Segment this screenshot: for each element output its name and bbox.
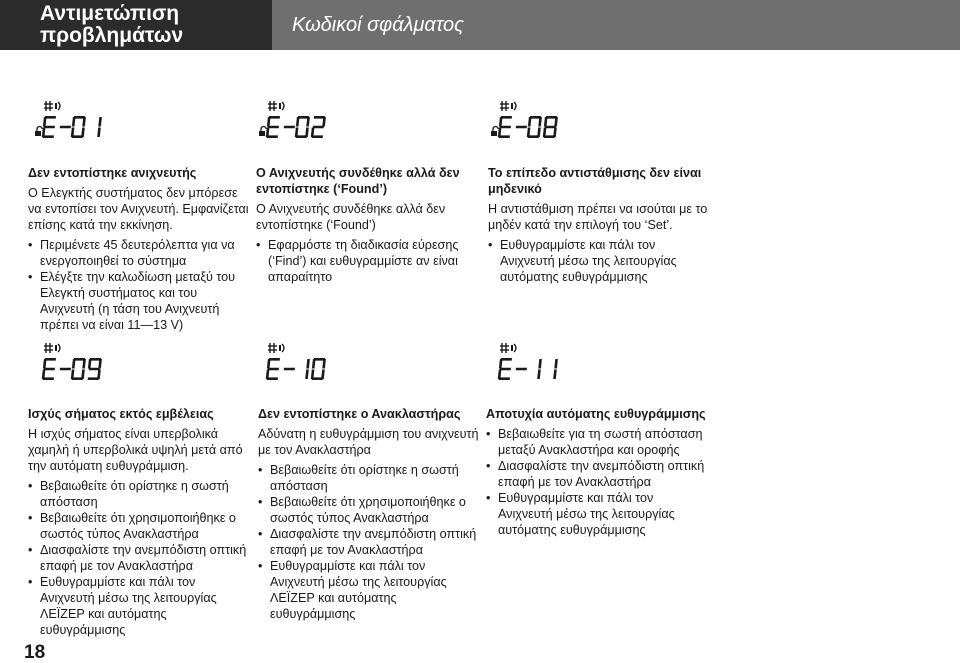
hash-signal-icon — [268, 101, 284, 111]
error-description: Ο Ελεγκτής συστήματος δεν μπόρεσε να εντοπίσει τον Ανιχνευτή. Εμφανίζεται επίσης κατά την εκκίνηση. — [28, 186, 249, 232]
error-card-e09 — [28, 406, 250, 638]
lcd-display-e02 — [258, 98, 408, 146]
error-bullet: • Ευθυγραμμίστε και πάλι τον Ανιχνευτή μέσω της λειτουργίας ΛΕΪΖΕΡ και αυτόματης ευθυγράμμισης — [28, 574, 250, 638]
error-description: Ο Ανιχνευτής συνδέθηκε αλλά δεν εντοπίστηκε (‘Found’) — [256, 202, 446, 232]
error-bullet: • Βεβαιωθείτε για τη σωστή απόσταση μεταξύ Ανακλαστήρα και οροφής — [486, 426, 708, 458]
error-description: Η αντιστάθμιση πρέπει να ισούται με το μηδέν κατά την επιλογή του ‘Set’. — [488, 202, 708, 232]
lcd-code-digits — [266, 358, 326, 380]
hash-signal-icon — [268, 343, 284, 353]
lcd-display-e11 — [490, 340, 640, 388]
lcd-digit-0 — [295, 116, 310, 138]
lcd-digit-E — [266, 116, 280, 138]
lcd-display-e01 — [34, 98, 184, 146]
lcd-display-e09 — [34, 340, 184, 388]
lcd-dash-glyph — [284, 368, 295, 371]
page-title: Κωδικοί σφάλματος — [292, 14, 464, 36]
lcd-code-digits — [42, 116, 102, 138]
lcd-digit-0 — [71, 116, 86, 138]
error-title: Δεν εντοπίστηκε ο Ανακλαστήρας — [258, 407, 461, 421]
error-title: Ο Ανιχνευτής συνδέθηκε αλλά δεν εντοπίστηκε (‘Found’) — [256, 166, 460, 196]
error-title: Ισχύς σήματος εκτός εμβέλειας — [28, 407, 214, 421]
error-bullet: • Διασφαλίστε την ανεμπόδιστη οπτική επαφή με τον Ανακλαστήρα — [28, 542, 250, 574]
error-bullet-list — [28, 237, 250, 333]
error-card-e11 — [486, 406, 708, 538]
lock-open-icon — [259, 127, 266, 137]
lcd-digit-E — [266, 358, 280, 380]
hash-signal-icon — [500, 343, 516, 353]
error-bullet: • Ευθυγραμμίστε και πάλι τον Ανιχνευτή μέσω της λειτουργίας αυτόματης ευθυγράμμισης — [486, 490, 708, 538]
lcd-dash-glyph — [516, 126, 527, 129]
lcd-digit-0 — [71, 358, 86, 380]
lcd-code-digits — [498, 358, 558, 380]
hash-signal-icon — [44, 343, 60, 353]
lcd-digit-8 — [543, 116, 558, 138]
error-bullet-list — [488, 237, 710, 285]
lcd-digit-E — [498, 358, 512, 380]
lcd-digit-9 — [87, 358, 102, 380]
lcd-display-e10 — [258, 340, 408, 388]
error-bullet-list — [258, 462, 480, 622]
error-bullet: • Βεβαιωθείτε ότι ορίστηκε η σωστή απόσταση — [28, 478, 250, 510]
lcd-code-digits — [498, 116, 558, 138]
section-title-line-2: προβλημάτων — [40, 24, 184, 47]
error-title: Αποτυχία αυτόματης ευθυγράμμισης — [486, 407, 706, 421]
lock-open-icon — [35, 127, 42, 137]
section-title-line-1: Αντιμετώπιση — [40, 2, 180, 25]
lcd-code-digits — [42, 358, 102, 380]
lcd-digit-1 — [553, 359, 558, 379]
lcd-digit-1 — [97, 117, 102, 137]
error-bullet: • Βεβαιωθείτε ότι χρησιμοποιήθηκε ο σωστός τύπος Ανακλαστήρα — [258, 494, 480, 526]
header-bar — [0, 0, 960, 50]
error-description: Η ισχύς σήματος είναι υπερβολικά χαμηλή ή υπερβολικά υψηλή μετά από την αυτόματη ευθυγράμμιση. — [28, 427, 243, 473]
error-bullet: • Ελέγξτε την καλωδίωση μεταξύ του Ελεγκτή συστήματος και του Ανιχνευτή (η τάση του Ανιχνευτή πρέπει να είναι 11—13 V) — [28, 269, 250, 333]
error-description: Αδύνατη η ευθυγράμμιση του ανιχνευτή με τον Ανακλαστήρα — [258, 427, 479, 457]
error-bullet: • Διασφαλίστε την ανεμπόδιστη οπτική επαφή με τον Ανακλαστήρα — [258, 526, 480, 558]
lcd-dash-glyph — [516, 368, 527, 371]
error-bullet: • Βεβαιωθείτε ότι ορίστηκε η σωστή απόσταση — [258, 462, 480, 494]
page-number: 18 — [24, 642, 46, 663]
error-bullet: • Ευθυγραμμίστε και πάλι τον Ανιχνευτή μέσω της λειτουργίας ΛΕΪΖΕΡ και αυτόματης ευθυγράμμισης — [258, 558, 480, 622]
error-card-e08 — [488, 165, 710, 285]
error-bullet: • Περιμένετε 45 δευτερόλεπτα για να ενεργοποιηθεί το σύστημα — [28, 237, 250, 269]
lcd-digit-1 — [305, 359, 310, 379]
lcd-digit-1 — [537, 359, 542, 379]
lcd-digit-E — [498, 116, 512, 138]
error-card-e10 — [258, 406, 480, 622]
error-card-e01 — [28, 165, 250, 333]
error-bullet: • Εφαρμόστε τη διαδικασία εύρεσης (‘Find’) και ευθυγραμμίστε αν είναι απαραίτητο — [256, 237, 478, 285]
error-bullet-list — [28, 478, 250, 638]
error-bullet-list — [256, 237, 478, 285]
error-bullet: • Ευθυγραμμίστε και πάλι τον Ανιχνευτή μέσω της λειτουργίας αυτόματης ευθυγράμμισης — [488, 237, 710, 285]
lcd-digit-E — [42, 358, 56, 380]
lcd-digit-2 — [311, 116, 326, 138]
lcd-digit-E — [42, 116, 56, 138]
lcd-dash-glyph — [60, 368, 71, 371]
error-title: Δεν εντοπίστηκε ανιχνευτής — [28, 166, 197, 180]
lock-open-icon — [491, 127, 498, 137]
error-bullet-list — [486, 426, 708, 538]
lcd-code-digits — [266, 116, 326, 138]
error-card-e02 — [256, 165, 478, 285]
section-title — [0, 0, 272, 50]
lcd-display-e08 — [490, 98, 640, 146]
lcd-digit-0 — [311, 358, 326, 380]
lcd-dash-glyph — [284, 126, 295, 129]
hash-signal-icon — [500, 101, 516, 111]
hash-signal-icon — [44, 101, 60, 111]
error-title: Το επίπεδο αντιστάθμισης δεν είναι μηδενικό — [488, 166, 702, 196]
error-bullet: • Βεβαιωθείτε ότι χρησιμοποιήθηκε ο σωστός τύπος Ανακλαστήρα — [28, 510, 250, 542]
lcd-dash-glyph — [60, 126, 71, 129]
lcd-digit-0 — [527, 116, 542, 138]
error-bullet: • Διασφαλίστε την ανεμπόδιστη οπτική επαφή με τον Ανακλαστήρα — [486, 458, 708, 490]
